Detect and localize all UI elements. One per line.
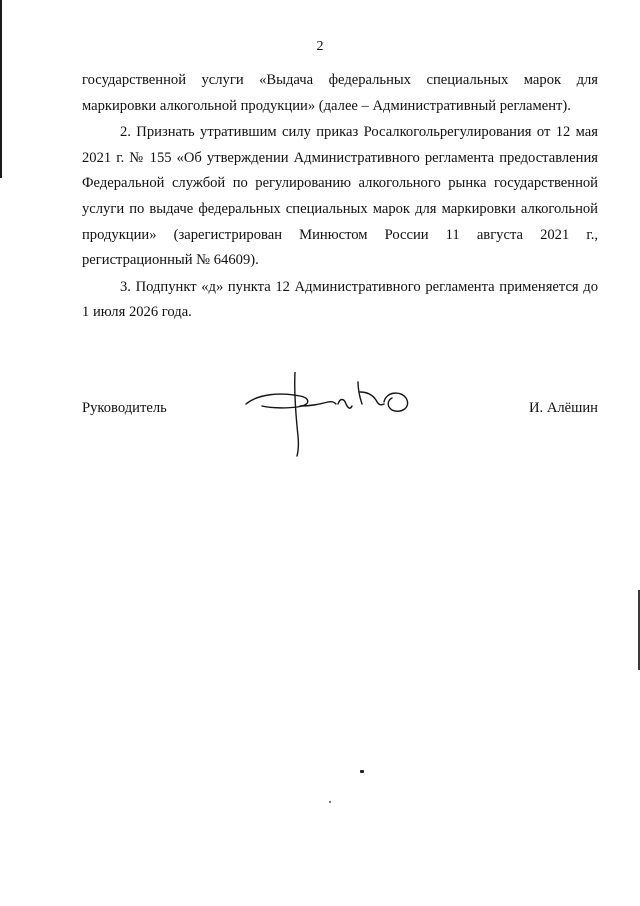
paragraph-item-2: 2. Признать утратившим силу приказ Росалкогольрегулирования от 12 мая 2021 г. № 155 «Об утверждении Административного регламента предоставления Федеральной службой по регулированию алкогольного рынка государственной услуги по выдаче федеральных специальных марок для маркировки алкогольной продукции» (зарегистрирован Минюстом России 11 августа 2021 г., регистрационный № 64609). xyxy=(82,124,598,269)
paragraph-continuation: государственной услуги «Выдача федеральных специальных марок для маркировки алкогольной продукции» (далее – Административный регламент). xyxy=(82,72,598,114)
scan-speck xyxy=(360,770,364,773)
document-body xyxy=(82,68,598,326)
page-number: 2 xyxy=(316,39,324,54)
signer-title: Руководитель xyxy=(82,400,167,416)
paragraph-item-3: 3. Подпункт «д» пункта 12 Административного регламента применяется до 1 июля 2026 года. xyxy=(82,278,598,321)
signer-name: И. Алёшин xyxy=(529,400,598,416)
scan-speck xyxy=(329,801,331,803)
scan-edge-artifact xyxy=(0,0,2,178)
signature-block xyxy=(82,392,598,472)
handwritten-signature xyxy=(240,372,416,460)
